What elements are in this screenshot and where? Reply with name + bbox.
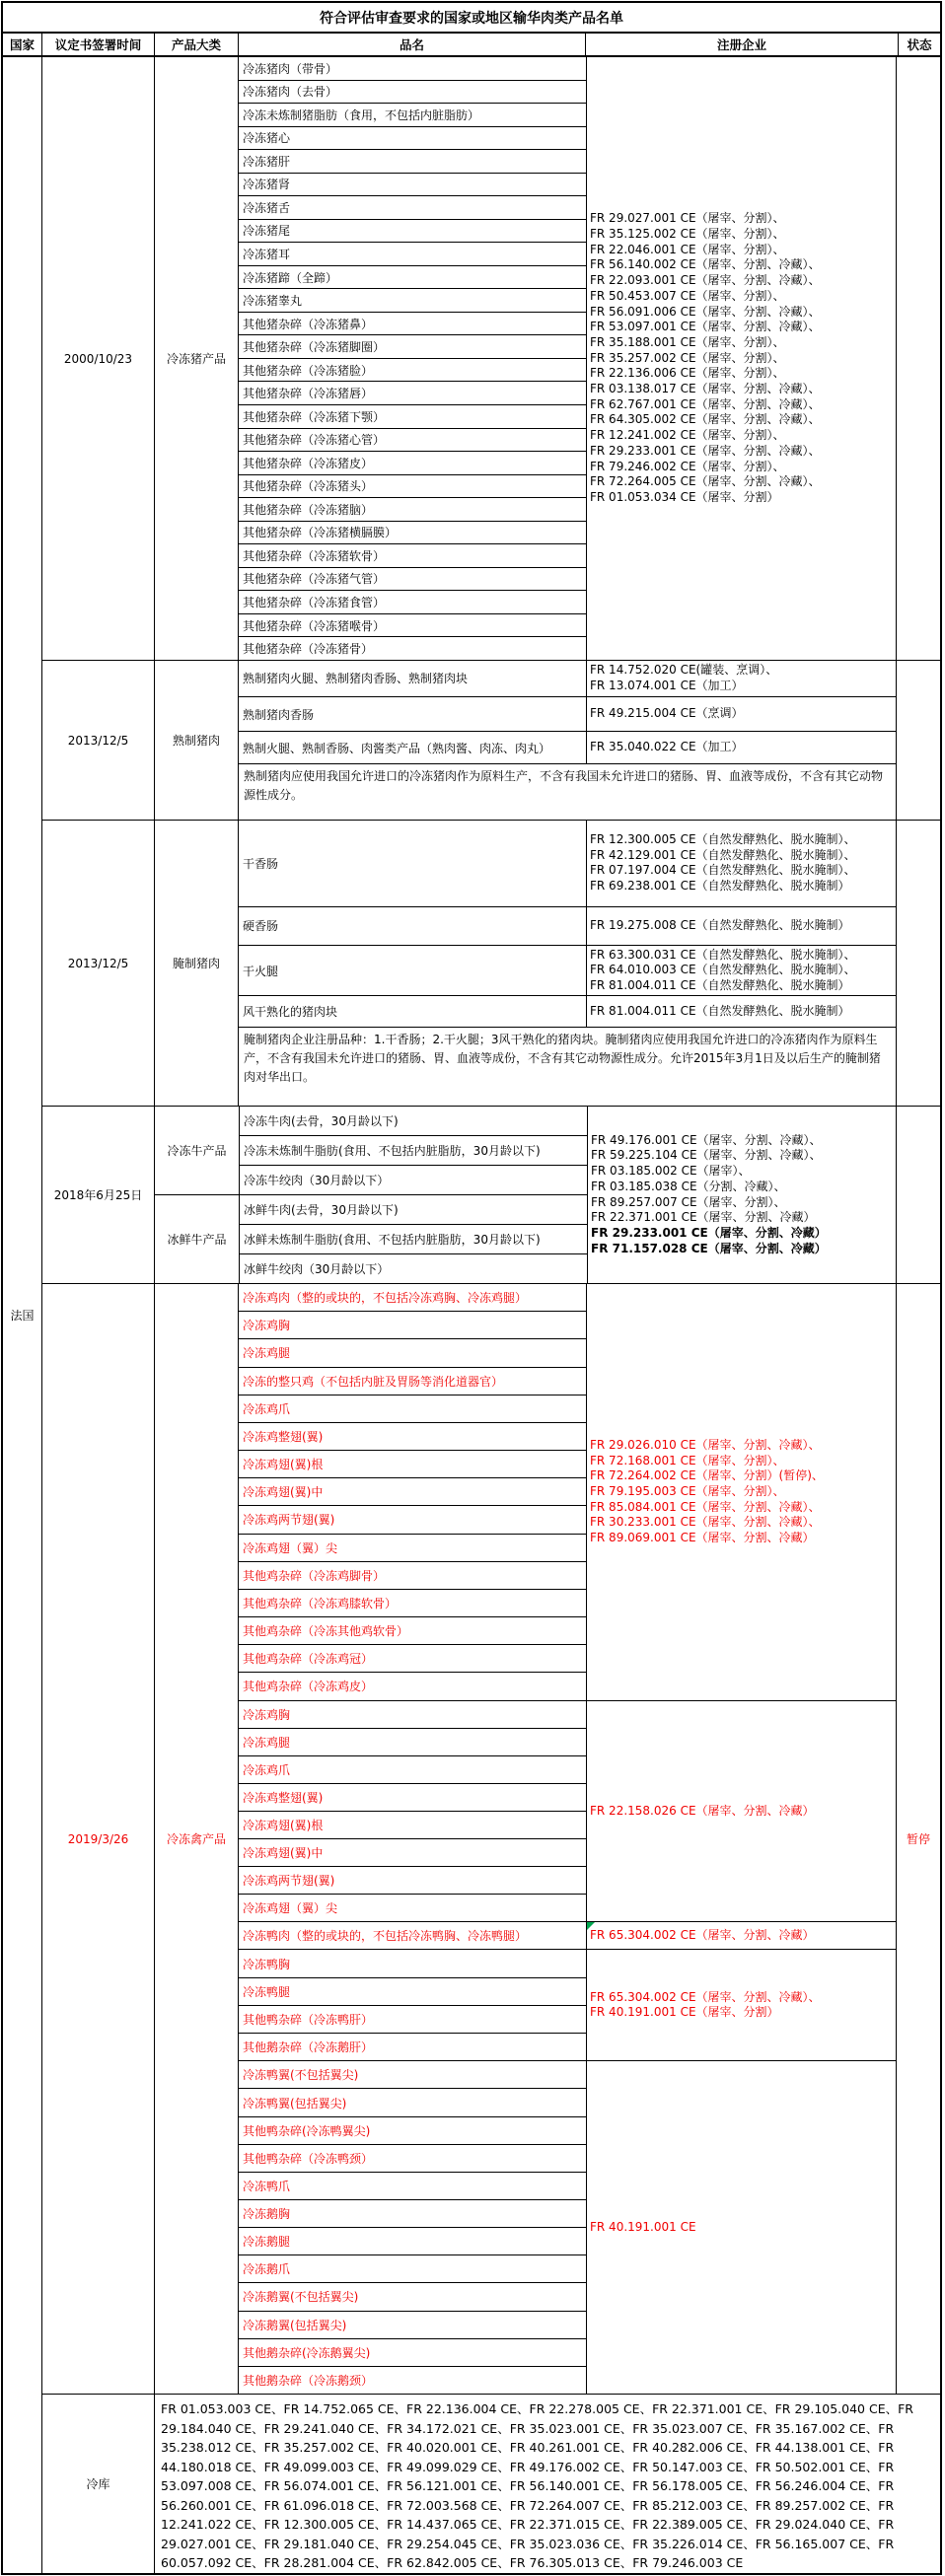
category-cell: 冷冻牛产品 (167, 1144, 227, 1158)
poultry-block (239, 1284, 896, 1700)
enterprise-code: FR 79.246.002 CE（屠宰、分割）、 (590, 459, 785, 473)
product-cell: 其他猪杂碎（冷冻猪气管） (239, 567, 586, 591)
enterprise-list (586, 1922, 896, 1949)
section-cold-store (42, 2394, 940, 2573)
product-cell: 冷冻鹅胸 (239, 2199, 586, 2227)
product-cell: 其他猪杂碎（冷冻猪鼻） (239, 312, 586, 335)
cell-comment-marker-icon (587, 1922, 595, 1930)
product-cell: 其他鸭杂碎（冷冻鸭肝） (239, 2005, 586, 2033)
enterprise-code: FR 30.233.001 CE（屠宰、分割、冷藏）、 (590, 1515, 821, 1530)
product-cell: 冷冻鸭肉（整的或块的，不包括冷冻鸭胸、冷冻鸭腿） (243, 1929, 528, 1944)
enterprise-code: FR 59.225.104 CE（屠宰、分割、冷藏）、 (591, 1148, 822, 1163)
date-cell: 2013/12/5 (67, 733, 129, 748)
product-cell: 冷冻鸡胸 (239, 1311, 586, 1338)
product-cell: 冷冻猪肉（去骨） (239, 80, 586, 104)
enterprise-list (586, 2061, 896, 2394)
product-list (239, 1107, 587, 1194)
country-row (3, 57, 940, 2573)
product-cell: 冷冻鸡爪 (239, 1755, 586, 1783)
table-row (239, 995, 896, 1027)
enterprise-list (586, 732, 896, 763)
product-cell: 冷冻猪睾丸 (239, 288, 586, 312)
product-cell: 冷冻鸡翅(翼)根 (239, 1811, 586, 1838)
product-cell: 冷冻猪肝 (239, 149, 586, 173)
enterprise-list (586, 1950, 896, 2060)
product-cell: 冷冻未炼制猪脂肪（食用，不包括内脏脂肪） (239, 103, 586, 126)
header-category: 产品大类 (154, 34, 238, 55)
product-cell: 冷冻鸡腿 (239, 1728, 586, 1755)
enterprise-code: FR 22.093.001 CE（屠宰、分割、冷藏）、 (590, 273, 821, 288)
product-cell: 其他鸡杂碎（冷冻鸡膝软骨） (239, 1589, 586, 1616)
enterprise-code: FR 29.027.001 CE（屠宰、分割）、 (590, 211, 785, 226)
enterprise-code: FR 50.453.007 CE（屠宰、分割）、 (590, 288, 785, 303)
enterprise-code: FR 01.053.034 CE（屠宰、分割） (590, 489, 779, 504)
product-cell: 冷冻牛肉(去骨，30月龄以下) (244, 1114, 399, 1128)
enterprise-code: FR 29.233.001 CE（屠宰、分割、冷藏）、 (590, 443, 821, 458)
product-cell: 其他猪杂碎（冷冻猪骨） (239, 636, 586, 660)
product-cell: 冷冻未炼制牛脂肪(食用、不包括内脏脂肪，30月龄以下) (240, 1135, 587, 1165)
product-cell: 风干熟化的猪肉块 (243, 1005, 338, 1019)
enterprise-code: FR 53.097.001 CE（屠宰、分割、冷藏）、 (590, 320, 821, 334)
product-cell: 冷冻鸭爪 (239, 2172, 586, 2199)
product-cell: 其他鸭杂碎(冷冻鸭翼尖) (239, 2116, 586, 2144)
enterprise-code: FR 89.069.001 CE（屠宰、分割、冷藏） (590, 1531, 815, 1545)
enterprise-code: FR 56.091.006 CE（屠宰、分割、冷藏）、 (590, 304, 821, 319)
table-row (239, 661, 896, 696)
enterprise-code: FR 22.371.001 CE（屠宰、分割、冷藏） (591, 1210, 816, 1225)
date-cell: 2019/3/26 (67, 1831, 129, 1846)
product-cell: 冷冻鹅爪 (239, 2254, 586, 2282)
category-cell: 熟制猪肉 (154, 661, 238, 820)
date-cell: 2000/10/23 (63, 351, 133, 366)
product-cell: 冷冻猪舌 (239, 195, 586, 219)
product-cell: 冷冻鸭腿 (239, 1977, 586, 2005)
product-cell: 熟制火腿、熟制香肠、肉酱类产品（熟肉酱、肉冻、肉丸） (243, 741, 551, 755)
enterprise-list (586, 57, 896, 660)
product-cell: 其他猪杂碎（冷冻猪唇） (239, 381, 586, 404)
product-list (239, 1284, 586, 1700)
enterprise-code: FR 40.191.001 CE (590, 2219, 696, 2234)
product-list (239, 57, 586, 660)
enterprise-code: FR 03.185.002 CE（屠宰）、 (591, 1164, 751, 1179)
enterprise-code: FR 65.304.002 CE（屠宰、分割、冷藏）、 (590, 1989, 821, 2004)
product-cell: 冷冻猪耳 (239, 242, 586, 265)
country-sections (41, 57, 940, 2573)
product-cell: 冷冻鸭胸 (243, 1957, 291, 1971)
enterprise-code: FR 56.140.002 CE（屠宰、分割、冷藏）、 (590, 257, 821, 272)
enterprise-code: FR 03.138.017 CE（屠宰、分割、冷藏）、 (590, 382, 821, 396)
enterprise-code: FR 35.188.001 CE（屠宰、分割）、 (590, 334, 785, 349)
note-cell: 腌制猪肉企业注册品种：1.干香肠；2.干火腿；3风干熟化的猪肉块。腌制猪肉应使用我国允许进口的冷冻猪肉作为原料生产，不含有我国未允许进口的猪肠、胃、血液等成份，不含有其它动物源性成分。允许2015年3月1日及以后生产的腌制猪肉对华出口。 (239, 1027, 896, 1106)
product-cell: 其他猪杂碎（冷冻猪头） (239, 474, 586, 498)
enterprise-code: FR 40.191.001 CE（屠宰、分割） (590, 2005, 779, 2020)
section-beef (42, 1106, 940, 1283)
enterprise-code: FR 22.046.001 CE（屠宰、分割）、 (590, 242, 785, 256)
product-cell: 干火腿 (243, 964, 279, 978)
enterprise-code: FR 85.084.001 CE（屠宰、分割、冷藏）、 (590, 1499, 821, 1514)
enterprise-code: FR 65.304.002 CE（屠宰、分割、冷藏） (590, 1928, 815, 1943)
enterprise-code: FR 71.157.028 CE（屠宰、分割、冷藏） (591, 1241, 827, 1255)
product-cell: 冷冻牛绞肉（30月龄以下） (240, 1165, 587, 1194)
poultry-block (239, 1700, 896, 1922)
enterprise-code: FR 72.168.001 CE（屠宰、分割）、 (590, 1453, 785, 1467)
header-date: 议定书签署时间 (41, 34, 154, 55)
enterprise-code: FR 49.176.001 CE（屠宰、分割、冷藏）、 (591, 1132, 822, 1147)
section-cured-pork (42, 820, 940, 1106)
cold-store-codes: FR 01.053.003 CE、FR 14.752.065 CE、FR 22.136.004 CE、FR 22.278.005 CE、FR 22.371.001 CE、FR 29.105.040 CE、FR 29.184.040 CE、FR 29.241.040 CE、FR 34.172.021 CE、FR 35.023.001 CE、FR 35.023.007 CE、FR 35.167.002 CE、FR 35.238.012 CE、FR 35.257.002 CE、FR 40.020.001 CE、FR 40.261.001 CE、FR 40.282.006 CE、FR 44.138.001 CE、FR 44.180.018 CE、FR 49.099.003 CE、FR 49.099.029 CE、FR 49.176.002 CE、FR 50.147.003 CE、FR 50.502.001 CE、FR 53.097.008 CE、FR 56.074.001 CE、FR 56.121.001 CE、FR 56.140.001 CE、FR 56.178.005 CE、FR 56.246.004 CE、FR 56.260.001 CE、FR 61.096.018 CE、FR 72.003.568 CE、FR 72.264.007 CE、FR 85.212.003 CE、FR 89.257.002 CE、FR 12.241.022 CE、FR 12.300.005 CE、FR 14.437.065 CE、FR 22.371.015 CE、FR 22.389.005 CE、FR 29.024.040 CE、FR 29.027.001 CE、FR 29.181.040 CE、FR 29.254.045 CE、FR 35.023.036 CE、FR 35.226.014 CE、FR 56.165.007 CE、FR 60.057.092 CE、FR 28.281.004 CE、FR 62.842.005 CE、FR 76.305.013 CE、FR 79.246.003 CE (154, 2395, 940, 2573)
enterprise-list (586, 697, 896, 732)
product-list (239, 1701, 586, 1922)
product-cell: 冷冻的整只鸡（不包括内脏及胃肠等消化道器官） (239, 1367, 586, 1395)
category-cell: 冷冻猪产品 (154, 57, 238, 660)
enterprise-code: FR 49.215.004 CE（烹调） (590, 706, 744, 721)
enterprise-list (586, 821, 896, 906)
enterprise-list (586, 1284, 896, 1700)
poultry-block (239, 2060, 896, 2394)
enterprise-code: FR 29.233.001 CE（屠宰、分割、冷藏） (591, 1225, 827, 1240)
enterprise-code: FR 12.300.005 CE（自然发酵熟化、脱水腌制）、 (590, 831, 856, 846)
product-cell: 冷冻鹅腿 (239, 2227, 586, 2254)
product-list (239, 2061, 586, 2394)
product-cell: 冰鲜牛肉(去骨，30月龄以下) (244, 1203, 399, 1217)
product-cell: 熟制猪肉火腿、熟制猪肉香肠、熟制猪肉块 (243, 672, 469, 686)
category-cell: 腌制猪肉 (154, 821, 238, 1106)
product-cell: 其他鸭杂碎（冷冻鸭颈） (239, 2144, 586, 2172)
category-cell: 冷冻禽产品 (154, 1284, 238, 2394)
product-cell: 其他鹅杂碎（冷冻鹅颈） (239, 2366, 586, 2394)
enterprise-list (586, 661, 896, 696)
product-cell: 干香肠 (243, 856, 279, 871)
product-cell: 其他鹅杂碎(冷冻鹅翼尖) (239, 2338, 586, 2366)
status-cell (896, 57, 940, 660)
product-cell: 其他猪杂碎（冷冻猪脑） (239, 497, 586, 521)
poultry-block (239, 1949, 896, 2060)
enterprise-code: FR 35.125.002 CE（屠宰、分割）、 (590, 227, 785, 242)
section-frozen-pork (42, 57, 940, 660)
product-cell: 冷冻鸡翅(翼)中 (239, 1477, 586, 1505)
table-row (239, 696, 896, 732)
product-cell: 冷冻猪蹄（全蹄） (239, 265, 586, 289)
enterprise-code: FR 22.158.026 CE（屠宰、分割、冷藏） (590, 1803, 815, 1818)
product-cell: 冷冻鸡两节翅(翼) (239, 1505, 586, 1533)
product-cell: 其他猪杂碎（冷冻猪脚圈） (239, 334, 586, 358)
product-cell: 冷冻猪尾 (239, 219, 586, 243)
enterprise-code: FR 29.026.010 CE（屠宰、分割、冷藏）、 (590, 1437, 821, 1452)
product-cell: 冰鲜牛绞肉（30月龄以下） (240, 1253, 587, 1283)
beef-group-chilled (155, 1194, 587, 1283)
product-cell: 冷冻猪肉（带骨） (243, 61, 338, 76)
enterprise-list (586, 1701, 896, 1922)
section-frozen-poultry (42, 1283, 940, 2394)
date-cell: 2018年6月25日 (53, 1188, 143, 1202)
enterprise-code: FR 42.129.001 CE（自然发酵熟化、脱水腌制）、 (590, 847, 856, 862)
product-cell: 其他猪杂碎（冷冻猪食管） (239, 590, 586, 613)
product-cell: 冷冻鸭翼(不包括翼尖) (243, 2068, 359, 2083)
enterprise-list (586, 946, 896, 995)
product-cell: 冷冻鸡翅（翼）尖 (239, 1534, 586, 1561)
enterprise-code: FR 03.185.038 CE（分割、冷藏）、 (591, 1179, 786, 1193)
product-cell: 冷冻鸡整翅(翼) (239, 1783, 586, 1811)
enterprise-code: FR 69.238.001 CE（自然发酵熟化、脱水腌制） (590, 879, 850, 893)
product-cell: 冷冻鸡腿 (239, 1338, 586, 1366)
table-row (239, 821, 896, 906)
country-cell: 法国 (10, 1309, 35, 1323)
note-cell: 熟制猪肉应使用我国允许进口的冷冻猪肉作为原料生产，不含有我国未允许进口的猪肠、胃、血液等成份，不含有其它动物源性成分。 (239, 763, 896, 820)
product-cell: 冷冻鸡翅（翼）尖 (239, 1894, 586, 1921)
product-cell: 其他猪杂碎（冷冻猪心管） (239, 428, 586, 452)
product-cell: 冷冻鹅翼(不包括翼尖) (239, 2282, 586, 2310)
enterprise-code: FR 89.257.007 CE（屠宰、分割）、 (591, 1194, 786, 1209)
product-cell: 其他猪杂碎（冷冻猪喉骨） (239, 613, 586, 637)
product-cell: 其他猪杂碎（冷冻猪脸） (239, 358, 586, 382)
status-cell (896, 821, 940, 1106)
product-cell: 其他猪杂碎（冷冻猪皮） (239, 451, 586, 474)
header-row (3, 34, 940, 57)
product-cell: 其他鸡杂碎（冷冻鸡脚骨） (239, 1561, 586, 1589)
enterprise-code: FR 35.257.002 CE（屠宰、分割）、 (590, 350, 785, 365)
enterprise-code: FR 72.264.005 CE（屠宰、分割、冷藏）、 (590, 474, 821, 489)
product-cell: 冷冻鸡肉（整的或块的，不包括冷冻鸡胸、冷冻鸡腿） (243, 1291, 528, 1306)
status-cell (896, 1107, 940, 1283)
product-cell: 冷冻鸡胸 (243, 1707, 291, 1722)
product-cell: 冷冻鸡两节翅(翼) (239, 1866, 586, 1894)
product-list (239, 1195, 587, 1283)
status-cell (896, 661, 940, 820)
enterprise-list (587, 1107, 896, 1283)
header-country: 国家 (9, 37, 35, 52)
enterprise-code: FR 35.040.022 CE（加工） (590, 740, 744, 754)
product-cell: 冷冻鸡爪 (239, 1395, 586, 1422)
product-cell: 冷冻鸡翅(翼)中 (239, 1838, 586, 1866)
beef-group-frozen (155, 1107, 587, 1194)
header-status: 状态 (898, 34, 940, 55)
enterprise-code: FR 12.241.002 CE（屠宰、分割）、 (590, 428, 785, 443)
table-row (239, 906, 896, 945)
enterprise-code: FR 07.197.004 CE（自然发酵熟化、脱水腌制）、 (590, 863, 856, 878)
enterprise-code: FR 79.195.003 CE（屠宰、分割）、 (590, 1483, 785, 1498)
product-cell: 冷冻猪肾 (239, 173, 586, 196)
header-product: 品名 (238, 34, 585, 55)
product-list (239, 1922, 586, 1949)
header-enterprise: 注册企业 (585, 34, 898, 55)
enterprise-code: FR 81.004.011 CE（自然发酵熟化、脱水腌制） (590, 1003, 850, 1018)
product-cell: 冷冻鸭翼(包括翼尖) (239, 2088, 586, 2115)
product-cell: 其他猪杂碎（冷冻猪下颚） (239, 404, 586, 428)
product-cell: 硬香肠 (243, 919, 279, 934)
product-cell: 熟制猪肉香肠 (243, 707, 315, 722)
product-cell: 其他鸡杂碎（冷冻鸡冠） (239, 1644, 586, 1672)
enterprise-code: FR 19.275.008 CE（自然发酵熟化、脱水腌制） (590, 917, 850, 932)
enterprise-code: FR 64.010.003 CE（自然发酵熟化、脱水腌制）、 (590, 963, 856, 977)
page-title: 符合评估审查要求的国家或地区输华肉类产品名单 (3, 3, 940, 34)
enterprise-code: FR 64.305.002 CE（屠宰、分割、冷藏）、 (590, 412, 821, 427)
product-cell: 其他鸡杂碎（冷冻鸡皮） (239, 1672, 586, 1699)
product-list (239, 1950, 586, 2060)
product-cell: 其他猪杂碎（冷冻猪软骨） (239, 543, 586, 567)
enterprise-code: FR 14.752.020 CE(罐装、烹调）、 (590, 663, 778, 678)
product-cell: 冷冻鹅翼(包括翼尖) (239, 2311, 586, 2338)
cold-store-label: 冷库 (86, 2477, 110, 2491)
enterprise-list (586, 907, 896, 945)
poultry-block (239, 1921, 896, 1949)
table-row (239, 945, 896, 995)
product-cell: 冷冻鸡翅(翼)根 (239, 1450, 586, 1477)
enterprise-code: FR 22.136.006 CE（屠宰、分割）、 (590, 366, 785, 381)
product-cell: 冷冻猪心 (239, 126, 586, 150)
product-cell: 其他鸡杂碎（冷冻其他鸡软骨） (239, 1616, 586, 1644)
enterprise-code: FR 63.300.031 CE（自然发酵熟化、脱水腌制）、 (590, 947, 856, 962)
enterprise-code: FR 62.767.001 CE（屠宰、分割、冷藏）、 (590, 396, 821, 411)
table-row (239, 731, 896, 763)
product-cell: 其他猪杂碎（冷冻猪横膈膜） (239, 521, 586, 544)
enterprise-code: FR 81.004.011 CE（自然发酵熟化、脱水腌制） (590, 977, 850, 992)
section-cooked-pork (42, 660, 940, 820)
category-cell: 冰鲜牛产品 (167, 1233, 227, 1247)
enterprise-code: FR 72.264.002 CE（屠宰、分割）(暂停)、 (590, 1468, 824, 1483)
meat-products-table (1, 1, 942, 2575)
status-cell-suspended: 暂停 (896, 1284, 940, 2394)
enterprise-code: FR 13.074.001 CE（加工） (590, 678, 744, 692)
date-cell: 2013/12/5 (67, 956, 129, 970)
enterprise-list (586, 996, 896, 1027)
product-cell: 冷冻鸡整翅(翼) (239, 1422, 586, 1450)
product-cell: 其他鹅杂碎（冷冻鹅肝） (239, 2033, 586, 2060)
product-cell: 冰鲜未炼制牛脂肪(食用、不包括内脏脂肪，30月龄以下) (240, 1224, 587, 1253)
